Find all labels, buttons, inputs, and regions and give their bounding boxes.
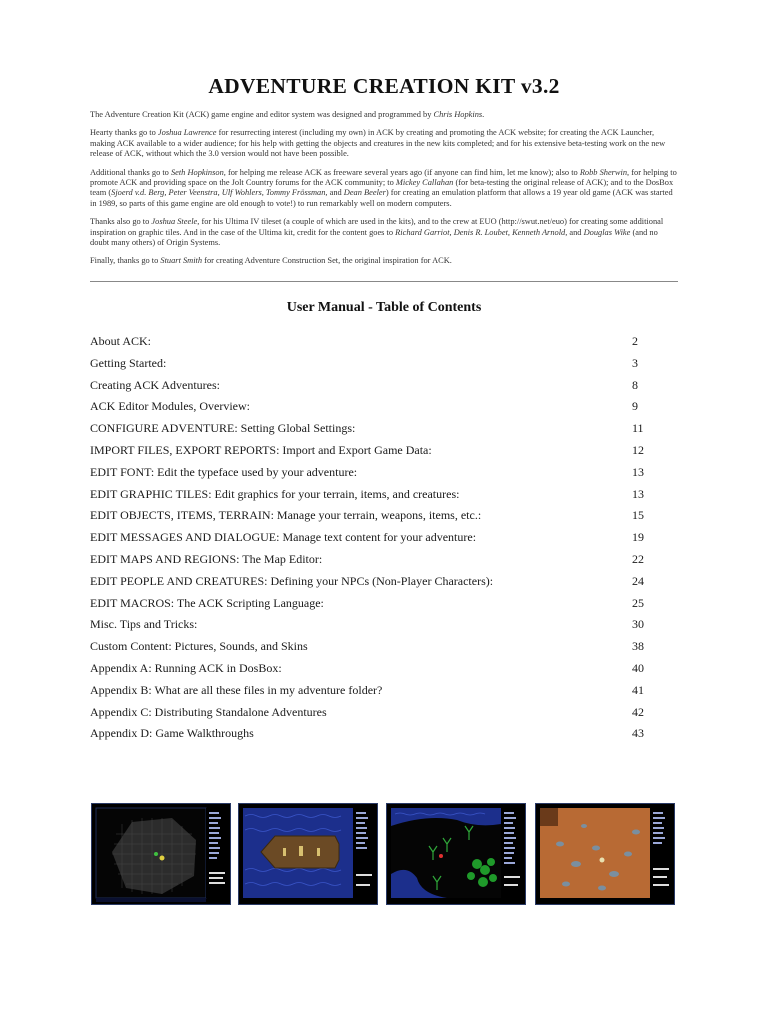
toc-entry-page: 2 [632, 334, 638, 348]
toc-entry-page: 3 [632, 355, 638, 370]
toc-entry-title: EDIT MESSAGES AND DIALOGUE: Manage text content for your adventure: [90, 530, 477, 545]
toc-entry[interactable] [90, 353, 678, 375]
toc-entry[interactable] [90, 593, 678, 615]
toc-entry-title: EDIT MAPS AND REGIONS: The Map Editor: [90, 551, 323, 566]
game-screenshot-island [386, 803, 526, 905]
toc-entry-page: 22 [632, 551, 644, 566]
document-title: ADVENTURE CREATION KIT v3.2 [208, 74, 560, 98]
toc-entry[interactable] [90, 505, 678, 527]
toc-entry[interactable] [90, 462, 678, 484]
toc-entry-title: Appendix D: Game Walkthroughs [90, 726, 254, 741]
credits-paragraph-5: Finally, thanks go to Stuart Smith for creating Adventure Construction Set, the original inspiration for ACK. [90, 256, 452, 266]
toc-entry[interactable] [90, 658, 678, 680]
toc-entry-title: About ACK: [90, 334, 152, 348]
toc-entry[interactable] [90, 484, 678, 506]
section-divider [90, 281, 678, 282]
toc-entry-page: 25 [632, 595, 644, 610]
toc-entry-page: 19 [632, 530, 644, 545]
toc-entry-page: 30 [632, 617, 644, 632]
toc-entry-page: 12 [632, 442, 644, 457]
toc-entry-title: Getting Started: [90, 355, 167, 370]
toc-entry[interactable] [90, 440, 678, 462]
toc-entry[interactable] [90, 702, 678, 724]
toc-entry[interactable] [90, 527, 678, 549]
game-screenshot-dungeon [91, 803, 231, 905]
toc-entry[interactable] [90, 571, 678, 593]
toc-entry-title: EDIT PEOPLE AND CREATURES: Defining your NPCs (Non-Player Characters): [90, 573, 494, 588]
credits-paragraph-1: The Adventure Creation Kit (ACK) game engine and editor system was designed and programmed by Chris Hopkins. [90, 110, 485, 119]
toc-entry-title: Misc. Tips and Tricks: [90, 617, 198, 632]
toc-entry[interactable] [90, 680, 678, 702]
toc-entry-page: 13 [632, 486, 644, 501]
toc-entry-title: CONFIGURE ADVENTURE: Setting Global Settings: [90, 421, 356, 436]
toc-entry-title: Appendix C: Distributing Standalone Adventures [90, 704, 327, 719]
toc-entry-page: 15 [632, 508, 644, 523]
toc-entry-page: 13 [632, 464, 644, 479]
toc-entry-title: Custom Content: Pictures, Sounds, and Skins [90, 639, 308, 654]
toc-entry-title: Appendix B: What are all these files in my adventure folder? [90, 682, 383, 697]
toc-entry[interactable] [90, 375, 678, 397]
toc-entry-page: 8 [632, 377, 638, 392]
toc-entry-page: 38 [632, 639, 644, 654]
toc-entry-page: 24 [632, 573, 644, 588]
toc-entry-title: EDIT OBJECTS, ITEMS, TERRAIN: Manage your terrain, weapons, items, etc.: [90, 508, 482, 523]
credits-paragraph-3: Additional thanks go to Seth Hopkinson, for helping me release ACK as freeware several years ago (if anyone can find him, let me know); also to Robb Sherwin, for helping to promote ACK and providing space on the Jolt Country forums for the ACK community; to Mickey Callahan (for beta-testing the original release of ACK); and to the DosBox team (Sjoerd v.d. Berg, Peter Veenstra, Ulf Wohlers, Tommy Frössman, and Dean Beeler) for creating an emulation platform that allows a 19 year old game (ACK was started in 1989, so parts of this game engine are old enough to vote!) to run remarkably well on modern computers. [90, 167, 677, 208]
toc-entry-title: EDIT FONT: Edit the typeface used by your adventure: [90, 464, 358, 479]
toc-entry-page: 43 [632, 726, 644, 741]
game-screenshot-desert [535, 803, 675, 905]
toc-heading: User Manual - Table of Contents [286, 300, 482, 315]
toc-entry-title: ACK Editor Modules, Overview: [90, 399, 250, 414]
screenshot-strip [90, 803, 678, 905]
toc-entry-page: 41 [632, 682, 644, 697]
toc-entry-page: 42 [632, 704, 644, 719]
credits-paragraph-4: Thanks also go to Joshua Steele, for his Ultima IV tileset (a couple of which are used in the kits), and to the crew at EUO (http://swut.net/euo) for creating some additional inspiration on graphic tiles. And in the case of the Ultima kit, credit for the content goes to Richard Garriot, Denis R. Loubet, Kenneth Arnold, and Douglas Wike (and no doubt many others) of Origin Systems. [90, 217, 664, 248]
game-screenshot-ship [238, 803, 378, 905]
toc-entry-title: Creating ACK Adventures: [90, 377, 220, 392]
toc-entry[interactable] [90, 549, 678, 571]
toc-entry-page: 9 [632, 399, 638, 414]
toc-entry[interactable] [90, 418, 678, 440]
toc-entry[interactable] [90, 614, 678, 636]
toc-entry-title: EDIT MACROS: The ACK Scripting Language: [90, 595, 324, 610]
toc-entry-title: IMPORT FILES, EXPORT REPORTS: Import and Export Game Data: [90, 442, 432, 457]
toc-entry[interactable] [90, 331, 678, 353]
toc-entry-page: 11 [632, 421, 644, 436]
toc-entry[interactable] [90, 723, 678, 745]
credits-paragraph-2: Hearty thanks go to Joshua Lawrence for resurrecting interest (including my own) in ACK by creating and promoting the ACK website; for creating the ACK Launcher, making ACK available to a wider audience; for his help with getting the objects and creatures in the new kits completed; and for his extensive beta-testing work on the new release of ACK, without which the 3.0 version would not have been possible. [90, 128, 666, 159]
toc-entry-title: Appendix A: Running ACK in DosBox: [90, 660, 282, 675]
toc-entry[interactable] [90, 396, 678, 418]
toc-entry-title: EDIT GRAPHIC TILES: Edit graphics for your terrain, items, and creatures: [90, 486, 460, 501]
toc-entry-page: 40 [632, 660, 644, 675]
toc-entry[interactable] [90, 636, 678, 658]
credits-section [90, 110, 678, 275]
toc-list [90, 331, 678, 745]
